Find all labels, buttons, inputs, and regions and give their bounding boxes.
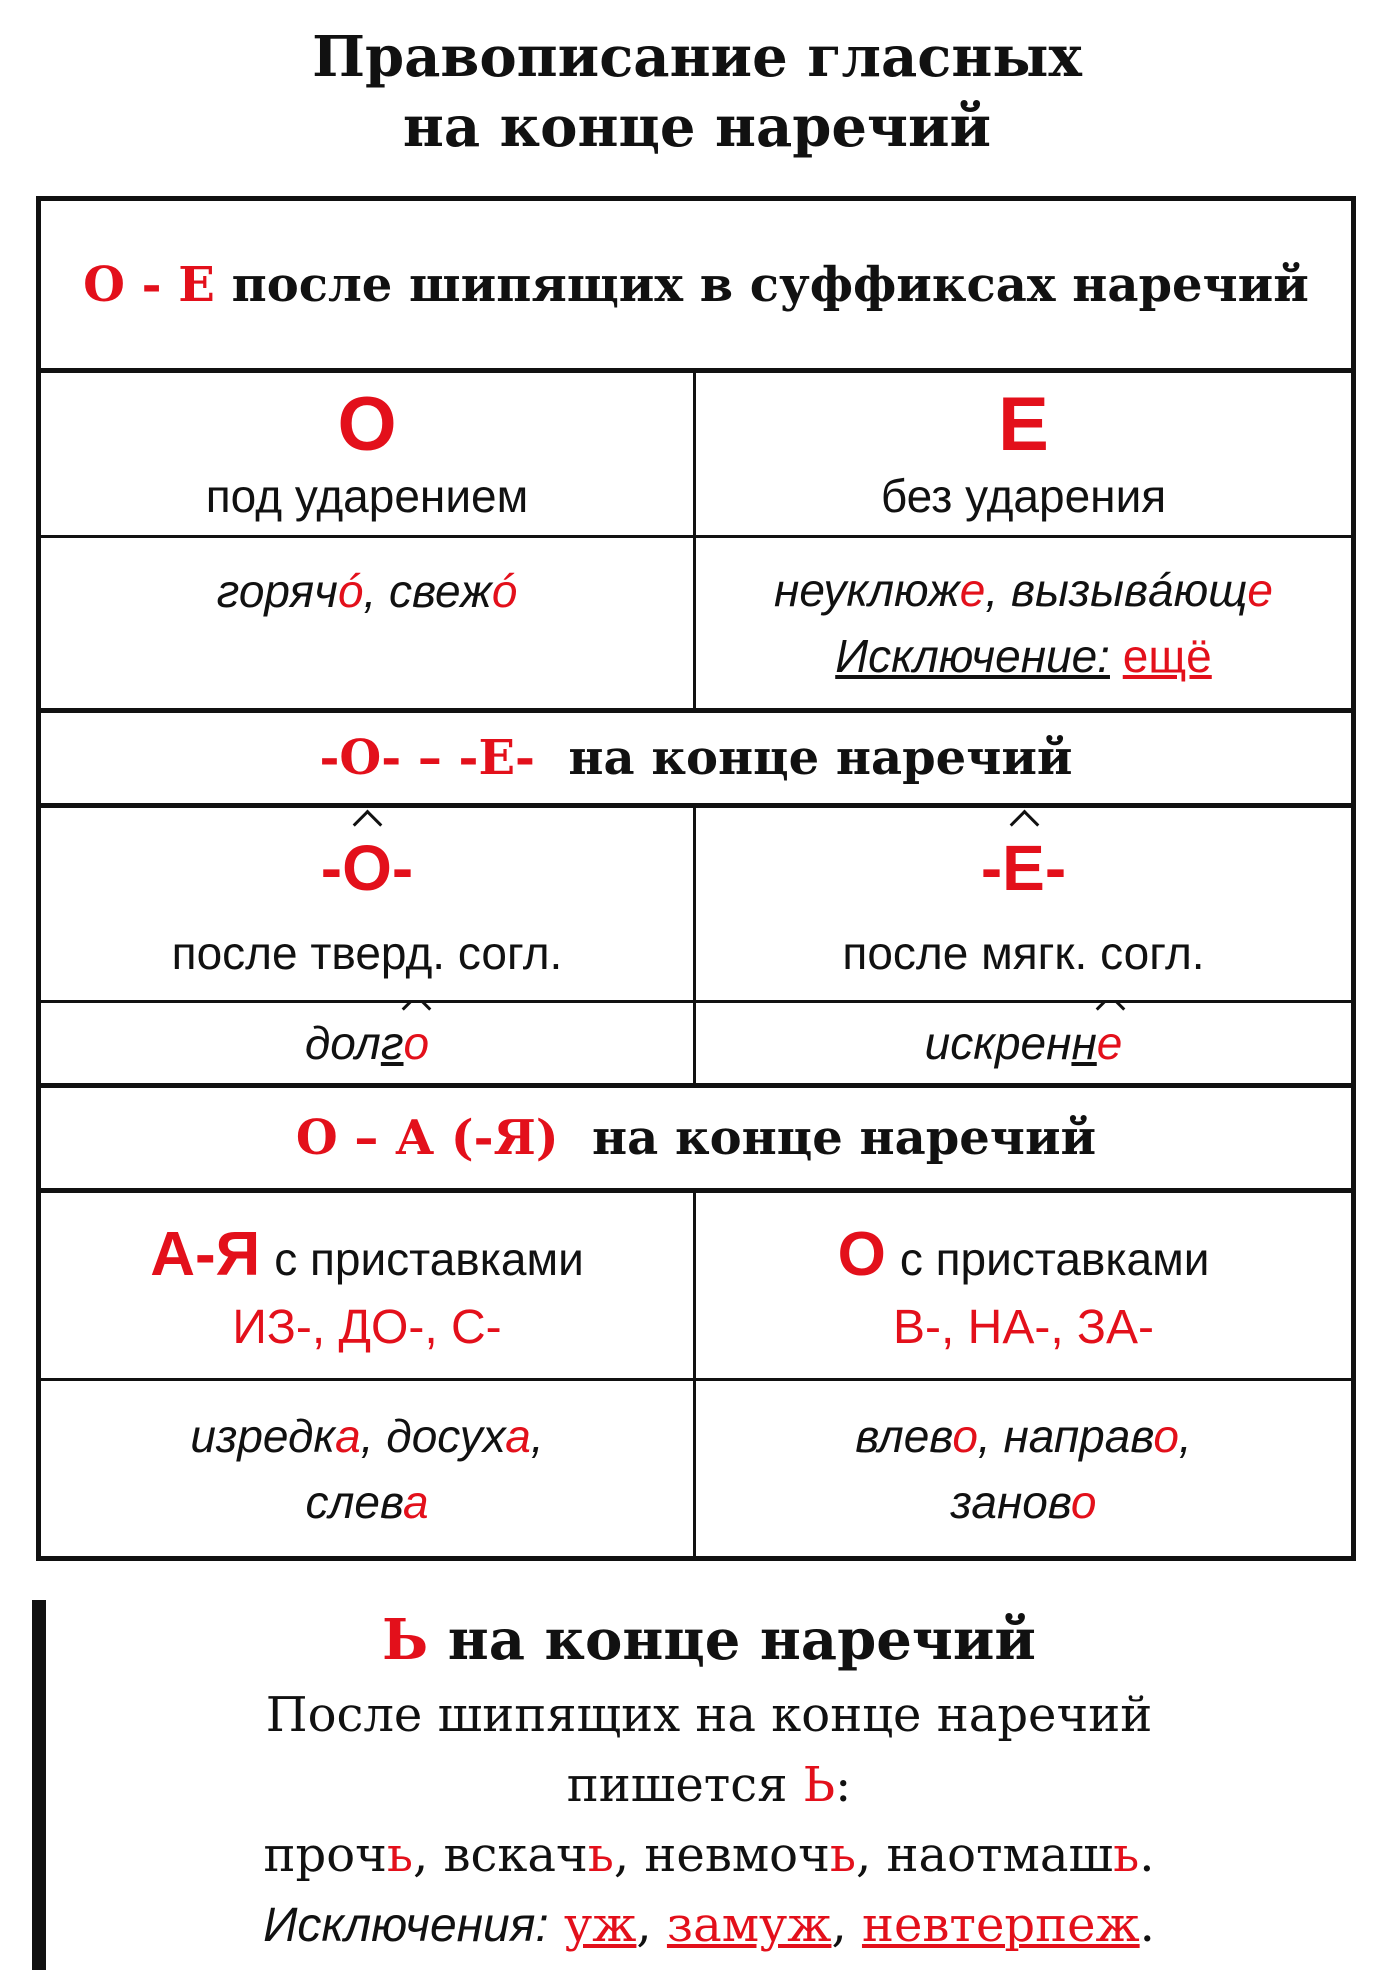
example-word-stem: проч — [263, 1827, 387, 1883]
soft-sign-line-1: После шипящих на конце наречий — [265, 1687, 1153, 1743]
example-word-stem: вскач — [443, 1827, 588, 1883]
section-1-left-examples — [41, 538, 696, 713]
example-word-stem: дол — [304, 1017, 381, 1069]
exception-word: замуж — [666, 1897, 832, 1953]
section-3-left-letter: А-Я — [150, 1219, 261, 1289]
section-2-header-text: на конце наречий — [568, 730, 1073, 786]
section-3-left-desc: с приставками — [274, 1232, 584, 1285]
example-separator: , — [1178, 1410, 1192, 1462]
section-3-left-example-line-2 — [305, 1469, 428, 1535]
section-2-left-example — [41, 1003, 696, 1088]
example-word-ending: ь — [1113, 1827, 1140, 1883]
section-2-left-example-word — [305, 1010, 429, 1076]
example-consonant: г — [380, 1017, 404, 1069]
example-word-ending: ь — [386, 1827, 413, 1883]
section-3-right-example-line-2 — [951, 1469, 1097, 1535]
example-separator: , — [360, 1410, 387, 1462]
section-1-left-rule — [41, 373, 696, 538]
section-2-header — [41, 713, 1351, 808]
page-title-line-1: Правописание гласных — [312, 24, 1082, 90]
example-word-ending: а — [402, 1476, 429, 1528]
example-consonant: н — [1071, 1017, 1097, 1069]
example-separator: . — [1139, 1897, 1155, 1953]
rule-text: : — [835, 1757, 852, 1813]
rule-letter: Ь — [802, 1757, 836, 1813]
exception-label: Исключение: — [835, 630, 1110, 682]
soft-sign-title-text: на конце наречий — [447, 1607, 1036, 1673]
example-word-stem: досух — [386, 1410, 506, 1462]
section-3-right-letter: О — [837, 1219, 886, 1289]
example-separator: . — [1139, 1827, 1155, 1883]
section-3-right-examples — [696, 1381, 1351, 1557]
example-word-stem: искрен — [924, 1017, 1072, 1069]
section-1-left-letter: О — [337, 382, 397, 467]
exception-word: ещё — [1122, 630, 1212, 682]
section-2-header-letters: -О- – -Е- — [319, 730, 535, 786]
ending-mark: -О- — [321, 826, 413, 910]
section-3-left-heading — [150, 1213, 584, 1297]
soft-sign-letter: Ь — [382, 1607, 429, 1673]
section-2-right-example-word — [925, 1010, 1123, 1076]
section-2-left-desc: после тверд. согл. — [171, 927, 563, 979]
soft-sign-rule — [32, 1600, 1372, 1970]
example-separator: , — [985, 564, 1011, 616]
example-word-ending: о — [404, 1010, 430, 1076]
example-separator: , — [636, 1897, 667, 1953]
exceptions-label: Исключения: — [263, 1899, 549, 1952]
section-3-left-example-line-1 — [190, 1403, 543, 1469]
section-1-right-examples — [696, 538, 1351, 713]
section-2-right-letter — [981, 826, 1066, 910]
page-title-line-2: на конце наречий — [402, 94, 992, 160]
exception-word: уж — [564, 1897, 637, 1953]
example-word-ending: о — [1070, 1476, 1097, 1528]
section-3-left-examples — [41, 1381, 696, 1557]
section-3-right-desc: с приставками — [899, 1232, 1210, 1285]
example-word-ending: е — [1097, 1010, 1123, 1076]
example-word-ending: а — [505, 1410, 531, 1462]
rule-text: пишется — [566, 1757, 803, 1813]
example-separator: , — [530, 1410, 544, 1462]
section-1-right-letter: Е — [998, 382, 1049, 467]
section-2-left-letter — [321, 826, 413, 910]
example-word-stem: горяч — [216, 565, 338, 617]
section-1-header — [41, 201, 1351, 373]
example-word-ending: о — [952, 1410, 978, 1462]
section-3-right-prefixes: В-, НА-, ЗА- — [893, 1300, 1154, 1354]
example-word-stem: невмоч — [644, 1827, 830, 1883]
example-word-ending: о — [1153, 1410, 1179, 1462]
section-2-right-desc: после мягк. согл. — [842, 927, 1205, 979]
section-1-right-desc: без ударения — [880, 470, 1167, 522]
section-3-left-rule — [41, 1193, 696, 1381]
soft-sign-examples — [46, 1820, 1372, 1890]
section-2-right-rule — [696, 808, 1351, 1003]
soft-sign-exceptions — [46, 1890, 1372, 1961]
example-separator: , — [363, 565, 390, 617]
example-separator: , — [613, 1827, 645, 1883]
section-3-header-letters: О – А (-Я) — [295, 1110, 559, 1166]
example-word-ending: е — [1247, 564, 1273, 616]
example-separator: , — [855, 1827, 887, 1883]
section-3-left-prefixes: ИЗ-, ДО-, С- — [232, 1300, 502, 1354]
section-3-right-rule — [696, 1193, 1351, 1381]
section-1-right-rule — [696, 373, 1351, 538]
example-word-stem: изредк — [190, 1410, 336, 1462]
soft-sign-line-2 — [46, 1750, 1372, 1820]
example-word-stem: влев — [855, 1410, 953, 1462]
example-separator: , — [412, 1827, 444, 1883]
example-word-stem: наотмаш — [886, 1827, 1114, 1883]
rules-table — [36, 196, 1356, 1561]
section-1-left-example-line — [217, 558, 518, 624]
example-word-ending: а — [335, 1410, 361, 1462]
ending-mark: -Е- — [981, 826, 1066, 910]
example-word-stem: свеж — [389, 565, 492, 617]
section-1-left-desc: под ударением — [205, 470, 529, 522]
example-separator: , — [831, 1897, 862, 1953]
example-word-ending: ь — [829, 1827, 856, 1883]
example-word-ending: е — [959, 564, 986, 616]
example-word-ending: ó — [337, 565, 364, 617]
example-word-stem: занов — [950, 1476, 1071, 1528]
section-2-right-example — [696, 1003, 1351, 1088]
section-1-right-example-line — [774, 557, 1273, 623]
section-3-header-text: на конце наречий — [592, 1110, 1097, 1166]
section-1-header-letters: О - Е — [83, 256, 215, 313]
section-3-right-example-line-1 — [855, 1403, 1191, 1469]
section-3-header — [41, 1088, 1351, 1193]
example-word-ending: ь — [587, 1827, 614, 1883]
example-word-stem: слев — [305, 1476, 403, 1528]
section-3-right-heading — [838, 1213, 1210, 1297]
section-1-header-text: после шипящих в суффиксах наречий — [231, 256, 1309, 313]
example-word-stem: вызывáющ — [1010, 564, 1248, 616]
example-word-ending: ó — [491, 565, 518, 617]
example-separator: , — [977, 1410, 1004, 1462]
exception-word: невтерпеж — [861, 1897, 1140, 1953]
page-title — [0, 22, 1394, 162]
example-word-stem: неуклюж — [774, 564, 960, 616]
example-word-stem: направ — [1003, 1410, 1154, 1462]
soft-sign-title — [46, 1600, 1372, 1680]
section-1-exception-line — [835, 623, 1212, 689]
section-2-left-rule — [41, 808, 696, 1003]
